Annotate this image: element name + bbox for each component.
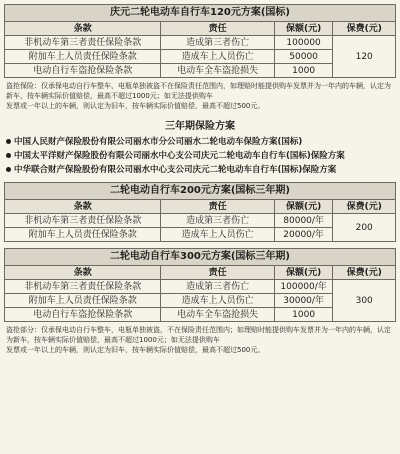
header-responsibility: 责任	[161, 22, 274, 36]
bullet-icon	[6, 167, 11, 172]
table-title: 二轮电动自行车200元方案(国标三年期)	[5, 183, 396, 200]
note-line: 盗抢保险：仅承保电动自行车整车，电瓶单独被盗不在保险责任范围内，如理赔时能提供购车发票并为一年内的车辆，认定为新车，按车辆实际价值赔偿，最高不超过1000元；如无法提供购车	[6, 82, 391, 100]
table-title: 庆元二轮电动车自行车120元方案(国标)	[5, 5, 396, 22]
header-clause: 条款	[5, 200, 161, 214]
table-row	[5, 36, 396, 50]
table-row	[5, 214, 396, 228]
company-name: 中国人民财产保险股份有限公司丽水市分公司丽水二轮电动车保险方案(国标)	[14, 137, 303, 147]
note-line: 发票或一年以上的车辆，则认定为旧车，按车辆实际价值赔偿，最高不超过500元。	[6, 346, 265, 354]
header-fee: 保费(元)	[333, 200, 396, 214]
clause-cell: 非机动车第三者责任保险条款	[5, 36, 161, 50]
header-amount: 保额(元)	[274, 266, 333, 280]
table-title-row	[5, 183, 396, 200]
responsibility-cell: 造成车上人员伤亡	[161, 228, 274, 242]
clause-cell: 电动自行车盗抢保险条款	[5, 64, 161, 78]
bullet-icon	[6, 139, 11, 144]
company-item	[6, 136, 394, 148]
bullet-icon	[6, 153, 11, 158]
plan-table-300	[4, 248, 396, 322]
responsibility-cell: 造成第三者伤亡	[161, 36, 274, 50]
header-responsibility: 责任	[161, 266, 274, 280]
table-header-row	[5, 200, 396, 214]
header-amount: 保额(元)	[274, 22, 333, 36]
company-name: 中国太平洋财产保险股份有限公司丽水中心支公司庆元二轮电动车自行车(国标)保险方案	[14, 151, 345, 161]
header-clause: 条款	[5, 266, 161, 280]
fee-cell: 300	[333, 280, 396, 322]
amount-cell: 1000	[274, 64, 333, 78]
table-title: 二轮电动自行车300元方案(国标三年期)	[5, 249, 396, 266]
clause-cell: 电动自行车盗抢保险条款	[5, 308, 161, 322]
amount-cell: 80000/年	[274, 214, 333, 228]
company-list	[6, 136, 394, 176]
header-clause: 条款	[5, 22, 161, 36]
responsibility-cell: 造成第三者伤亡	[161, 214, 274, 228]
responsibility-cell: 电动车全车盗抢损失	[161, 308, 274, 322]
header-responsibility: 责任	[161, 200, 274, 214]
company-item	[6, 164, 394, 176]
header-fee: 保费(元)	[333, 22, 396, 36]
table-header-row	[5, 22, 396, 36]
clause-cell: 非机动车第三者责任保险条款	[5, 214, 161, 228]
fee-cell: 200	[333, 214, 396, 242]
amount-cell: 100000	[274, 36, 333, 50]
fee-cell: 120	[333, 36, 396, 78]
plan-table-120	[4, 4, 396, 78]
responsibility-cell: 电动车全车盗抢损失	[161, 64, 274, 78]
responsibility-cell: 造成第三者伤亡	[161, 280, 274, 294]
clause-cell: 附加车上人员责任保险条款	[5, 228, 161, 242]
amount-cell: 30000/年	[274, 294, 333, 308]
table-header-row	[5, 266, 396, 280]
amount-cell: 50000	[274, 50, 333, 64]
theft-note	[6, 325, 394, 355]
responsibility-cell: 造成车上人员伤亡	[161, 294, 274, 308]
table-row	[5, 280, 396, 294]
company-name: 中华联合财产保险股份有限公司丽水中心支公司庆元二轮电动车自行车(国标)保险方案	[14, 165, 337, 175]
header-fee: 保费(元)	[333, 266, 396, 280]
plan-table-200	[4, 182, 396, 242]
clause-cell: 附加车上人员责任保险条款	[5, 50, 161, 64]
amount-cell: 1000	[274, 308, 333, 322]
table-title-row	[5, 249, 396, 266]
clause-cell: 非机动车第三者责任保险条款	[5, 280, 161, 294]
note-line: 盗抢部分：仅承保电动自行车整车，电瓶单独被盗，不在保险责任范围内；如理赔时能提供购车发票并为一年内的车辆，认定为新车，按车辆实际价值赔偿，最高不超过1000元；如无法提供购车	[6, 326, 391, 344]
table-title-row	[5, 5, 396, 22]
note-line: 发票或一年以上的车辆，则认定为旧车，按车辆实际价值赔偿，最高不超过500元。	[6, 102, 265, 110]
theft-note	[6, 81, 394, 111]
clause-cell: 附加车上人员责任保险条款	[5, 294, 161, 308]
amount-cell: 100000/年	[274, 280, 333, 294]
company-item	[6, 150, 394, 162]
section-title: 三年期保险方案	[165, 121, 235, 132]
header-amount: 保额(元)	[274, 200, 333, 214]
amount-cell: 20000/年	[274, 228, 333, 242]
responsibility-cell: 造成车上人员伤亡	[161, 50, 274, 64]
